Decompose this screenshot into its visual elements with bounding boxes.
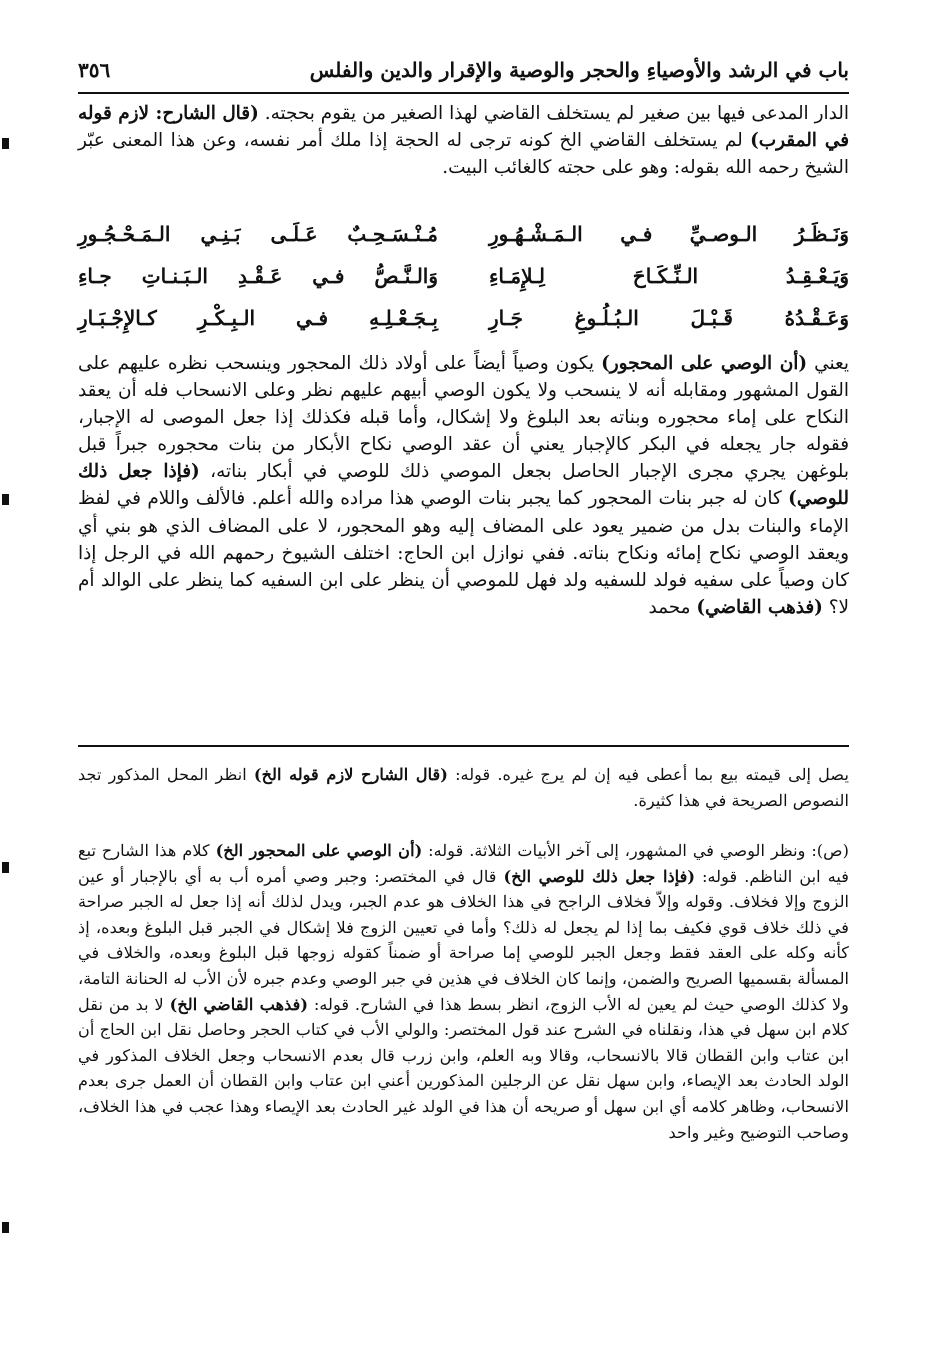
text-run: يصل إلى قيمته بيع بما أعطى فيه إن لم يرج غيره. قوله: [447,765,849,784]
footnote-paragraph [78,838,849,1145]
verse-second-hemistich: بِـجَـعْـلِـهِ فـي الـبِـكْـرِ كـالإِجْـبَـارِ [78,306,438,330]
text-run: يعني [807,353,849,374]
text-run: لا بد من نقل كلام ابن سهل في هذا، ونقلناه في الشرح عند قول المختصر: والولي الأب في كتاب الحجر وحاصل نقل ابن الحاج أن ابن عتاب وابن القطان قالا بالانسحاب، وقالا وبه العلم، وابن زرب قال بعدم الانسحاب وجعل الخلاف المذكور في الولد الحادث بعد الإيصاء، وابن سهل نقل عن الرجلين المذكورين أعني ابن عتاب وابن القطان أن العمل جرى بعدم الانسحاب، وظاهر كلامه أي ابن سهل أو صريحه أن هذا في الولد غير الحادث بعد الإيصاء وهذا عجب في هذا الخلاف، وصاحب التوضيح وغير واحد [78,994,849,1142]
text-run: كلام هذا الشارح تبع فيه ابن الناظم. قوله: [78,841,849,886]
bold-citation: (فإذا جعل ذلك للوصي الخ) [503,866,695,886]
bold-citation: (أن الوصي على المحجور الخ) [215,841,423,860]
bold-citation: (قال الشارح: لازم قوله في المقرب) [78,103,849,152]
verse-line [78,306,849,346]
bold-citation: (فإذا جعل ذلك للوصي) [78,461,849,510]
page-header [78,52,849,94]
main-text-paragraph [78,100,849,182]
margin-mark [2,138,9,149]
verse-first-hemistich: وَعَـقْـدُهُ قَـبْـلَ الـبُـلُـوغِ جَـارِ [489,306,849,330]
verse-first-hemistich: وَيَـعْـقِـدُ الـنِّـكَـاحَ لِـلإِمَـاءِ [489,264,849,288]
text-run: الدار المدعى فيها بين صغير لم يستخلف القاضي لهذا الصغير من يقوم بحجته. [258,103,849,124]
footnote-paragraph [78,762,849,813]
verse-block [78,220,849,340]
verse-second-hemistich: وَالـنَّـصُّ فـي عَـقْـدِ الـبَـنـاتِ جـاءِ [78,264,438,288]
text-run: كان له جبر بنات المحجور كما يجبر بنات الوصي هذا مراده والله أعلم. فالألف واللام في لفظ الإماء والبنات بدل من ضمير يعود على المضاف إليه وهو المحجور، لا على المضاف الذي هو بني أي ويعقد الوصي نكاح إمائه ونكاح بناته. ففي نوازل ابن الحاج: اختلف الشيوخ رحمهم الله في الرجل إذا كان وصياً على سفيه فولد للسفيه ولد فهل للموصي أن ينظر على ابن السفيه كما ينظر على الوالد أم لا؟ [78,488,849,618]
footnote-divider [78,745,849,747]
bold-citation: (أن الوصي على المحجور) [601,353,808,374]
margin-mark [2,1222,9,1233]
margin-mark [2,494,9,505]
text-run: قال في المختصر: وجبر وصي أمره أب به أي بالإجبار أو عين الزوج وإلا فخلاف. وقوله وإلاّ فخلاف الراجح في هذا الخلاف هو عدم الجبر، ويدل لذلك أنه إذا جعل له الجبر صراحة في ذلك خلاف قوي فكيف بما إذا لم يجعل له ذلك؟ وأما في تعيين الزوج فلا إشكال في الجبر قبل البلوغ وبعده، إذ كأنه وكله على العقد فقط وجعل الجبر للوصي إما صراحة أو ضمناً كقوله زوجها قبل البلوغ وبعده، والخلاف في المسألة بقسميها الصريح والضمن، وإنما كان الخلاف في هذين في جبر الوصي وعدم جبره لأن الأب له الحنانة التامة، ولا كذلك الوصي حيث لم يعين له الأب الزوج، انظر بسط هذا في الشارح. قوله: [78,866,849,1014]
bold-citation: (قال الشارح لازم قوله الخ) [253,765,448,784]
verse-first-hemistich: وَنَـظَـرُ الـوصـيِّ فـي الـمَـشْـهُـورِ [489,222,849,246]
verse-second-hemistich: مُـنْـسَـحِـبٌ عَـلَـى بَـنِـي الـمَـحْـجُـورِ [78,222,438,246]
page-number: ٣٥٦ [78,58,111,82]
text-run: يكون وصياً أيضاً على أولاد ذلك المحجور وينسحب نظره عليهم على القول المشهور ومقابله أنه لا ينسحب ولا يكون الوصي أبيهم عليهم نظر وعلى الانسحاب فله أن يعقد النكاح على إماء محجوره وبناته بعد البلوغ ولا إشكال، وأما قبله فكذلك إذا جعل الموصى له الإجبار، فقوله جار يجعله في البكر كالإجبار يعني أن عقد الوصي نكاح الأبكار من بنات محجوره جبراً قبل بلوغهن يجري مجرى الإجبار الحاصل بجعل الموصي ذلك للوصي في أبكار بناته، [78,353,849,483]
verse-line [78,222,849,262]
text-run: انظر المحل المذكور تجد النصوص الصريحة في هذا كثيرة. [78,765,849,810]
verse-line [78,264,849,304]
bold-citation: (فذهب القاضي) [696,596,823,618]
text-run: (ص): ونظر الوصي في المشهور، إلى آخر الأبيات الثلاثة. قوله: [422,841,849,860]
commentary-paragraph [78,350,849,621]
bold-citation: (فذهب القاضي الخ) [169,994,309,1014]
chapter-title: باب في الرشد والأوصياءِ والحجر والوصية والإقرار والدين والفلس [309,58,849,82]
text-run: لم يستخلف القاضي الخ كونه ترجى له الحجة إذا ملك أمر نفسه، وعن هذا المعنى عبّر الشيخ رحمه الله بقوله: وهو على حجته كالغائب البيت. [78,130,849,179]
text-run: محمد [648,596,697,618]
margin-mark [2,862,9,873]
